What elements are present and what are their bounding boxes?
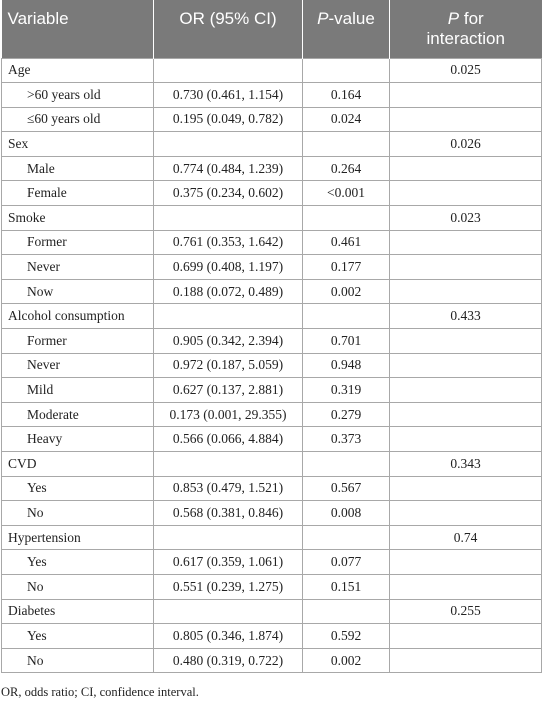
or-ci-cell: [154, 206, 303, 231]
p-interaction-cell: 0.74: [390, 525, 542, 550]
p-interaction-cell: 0.433: [390, 304, 542, 329]
p-interaction-cell: 0.023: [390, 206, 542, 231]
table-row: [2, 230, 542, 255]
p-value-cell: 0.077: [303, 550, 390, 575]
p-interaction-cell: [390, 648, 542, 673]
table-header: [2, 0, 542, 58]
variable-cell: Former: [2, 230, 154, 255]
table-row: [2, 83, 542, 108]
p-value-cell: [303, 599, 390, 624]
p-interaction-cell: [390, 550, 542, 575]
p-value-cell: 0.164: [303, 83, 390, 108]
or-ci-cell: [154, 132, 303, 157]
p-interaction-cell: [390, 624, 542, 649]
variable-cell: Male: [2, 156, 154, 181]
p-value-cell: 0.567: [303, 476, 390, 501]
p-value-cell: 0.002: [303, 648, 390, 673]
p-interaction-cell: [390, 255, 542, 280]
table-row: [2, 402, 542, 427]
or-ci-cell: 0.566 (0.066, 4.884): [154, 427, 303, 452]
variable-cell: ≤60 years old: [2, 107, 154, 132]
or-ci-cell: 0.699 (0.408, 1.197): [154, 255, 303, 280]
table-row: [2, 181, 542, 206]
p-interaction-cell: [390, 501, 542, 526]
p-interaction-cell: 0.343: [390, 452, 542, 477]
table-group-row: [2, 304, 542, 329]
table-row: [2, 378, 542, 403]
or-ci-cell: 0.568 (0.381, 0.846): [154, 501, 303, 526]
header-p-interaction-rest: for: [459, 9, 484, 28]
p-interaction-cell: [390, 476, 542, 501]
or-ci-cell: 0.853 (0.479, 1.521): [154, 476, 303, 501]
or-ci-cell: 0.805 (0.346, 1.874): [154, 624, 303, 649]
table-row: [2, 255, 542, 280]
or-ci-cell: 0.480 (0.319, 0.722): [154, 648, 303, 673]
or-ci-cell: 0.617 (0.359, 1.061): [154, 550, 303, 575]
p-value-cell: 0.008: [303, 501, 390, 526]
variable-cell: Former: [2, 329, 154, 354]
table-row: [2, 427, 542, 452]
table-row: [2, 353, 542, 378]
variable-cell: Never: [2, 353, 154, 378]
p-interaction-cell: [390, 83, 542, 108]
or-ci-cell: 0.551 (0.239, 1.275): [154, 574, 303, 599]
header-p-interaction: [390, 0, 542, 58]
header-p-value: [303, 0, 390, 58]
table-footnote: OR, odds ratio; CI, confidence interval.: [1, 685, 199, 699]
variable-cell: No: [2, 574, 154, 599]
p-value-cell: 0.319: [303, 378, 390, 403]
or-ci-cell: 0.188 (0.072, 0.489): [154, 279, 303, 304]
header-variable: Variable: [2, 0, 154, 58]
or-ci-cell: 0.730 (0.461, 1.154): [154, 83, 303, 108]
p-interaction-cell: [390, 353, 542, 378]
variable-cell: Mild: [2, 378, 154, 403]
or-ci-cell: [154, 599, 303, 624]
table-group-row: [2, 206, 542, 231]
table-row: [2, 476, 542, 501]
p-interaction-cell: [390, 156, 542, 181]
header-p-interaction-line2: interaction: [426, 29, 505, 48]
table-row: [2, 279, 542, 304]
p-interaction-cell: [390, 181, 542, 206]
p-value-cell: 0.264: [303, 156, 390, 181]
variable-cell: Alcohol consumption: [2, 304, 154, 329]
table-group-row: [2, 452, 542, 477]
variable-cell: Hypertension: [2, 525, 154, 550]
p-value-cell: 0.592: [303, 624, 390, 649]
p-interaction-cell: [390, 378, 542, 403]
variable-cell: Yes: [2, 550, 154, 575]
p-interaction-cell: [390, 230, 542, 255]
p-interaction-cell: [390, 107, 542, 132]
results-table: [1, 0, 542, 673]
p-interaction-cell: [390, 329, 542, 354]
or-ci-cell: 0.761 (0.353, 1.642): [154, 230, 303, 255]
header-p-value-rest: -value: [328, 9, 375, 28]
variable-cell: No: [2, 648, 154, 673]
variable-cell: Diabetes: [2, 599, 154, 624]
p-interaction-cell: 0.025: [390, 58, 542, 83]
p-value-cell: <0.001: [303, 181, 390, 206]
variable-cell: CVD: [2, 452, 154, 477]
header-p-value-italic: P: [317, 9, 329, 28]
or-ci-cell: [154, 304, 303, 329]
variable-cell: Moderate: [2, 402, 154, 427]
p-value-cell: 0.151: [303, 574, 390, 599]
p-interaction-cell: [390, 402, 542, 427]
variable-cell: >60 years old: [2, 83, 154, 108]
or-ci-cell: [154, 525, 303, 550]
table-row: [2, 329, 542, 354]
p-value-cell: 0.279: [303, 402, 390, 427]
variable-cell: Smoke: [2, 206, 154, 231]
or-ci-cell: 0.972 (0.187, 5.059): [154, 353, 303, 378]
variable-cell: Sex: [2, 132, 154, 157]
header-or-ci: OR (95% CI): [154, 0, 303, 58]
p-interaction-cell: [390, 574, 542, 599]
table-group-row: [2, 599, 542, 624]
table-row: [2, 156, 542, 181]
p-value-cell: [303, 304, 390, 329]
p-interaction-cell: 0.026: [390, 132, 542, 157]
p-interaction-cell: [390, 427, 542, 452]
or-ci-cell: 0.627 (0.137, 2.881): [154, 378, 303, 403]
p-interaction-cell: 0.255: [390, 599, 542, 624]
table-row: [2, 550, 542, 575]
p-interaction-cell: [390, 279, 542, 304]
table-row: [2, 501, 542, 526]
p-value-cell: 0.024: [303, 107, 390, 132]
p-value-cell: [303, 206, 390, 231]
p-value-cell: 0.373: [303, 427, 390, 452]
p-value-cell: 0.461: [303, 230, 390, 255]
table-group-row: [2, 525, 542, 550]
or-ci-cell: [154, 452, 303, 477]
or-ci-cell: 0.173 (0.001, 29.355): [154, 402, 303, 427]
or-ci-cell: 0.774 (0.484, 1.239): [154, 156, 303, 181]
variable-cell: Yes: [2, 476, 154, 501]
p-value-cell: [303, 132, 390, 157]
header-row: [2, 0, 542, 58]
or-ci-cell: 0.195 (0.049, 0.782): [154, 107, 303, 132]
p-value-cell: 0.177: [303, 255, 390, 280]
table-body: [2, 58, 542, 673]
variable-cell: No: [2, 501, 154, 526]
table-row: [2, 107, 542, 132]
p-value-cell: [303, 525, 390, 550]
table-group-row: [2, 132, 542, 157]
p-value-cell: [303, 58, 390, 83]
table-row: [2, 648, 542, 673]
p-value-cell: [303, 452, 390, 477]
or-ci-cell: 0.905 (0.342, 2.394): [154, 329, 303, 354]
variable-cell: Yes: [2, 624, 154, 649]
table-row: [2, 574, 542, 599]
or-ci-cell: [154, 58, 303, 83]
header-p-interaction-italic: P: [447, 9, 460, 28]
p-value-cell: 0.948: [303, 353, 390, 378]
variable-cell: Female: [2, 181, 154, 206]
variable-cell: Age: [2, 58, 154, 83]
variable-cell: Heavy: [2, 427, 154, 452]
table-group-row: [2, 58, 542, 83]
p-value-cell: 0.002: [303, 279, 390, 304]
table-row: [2, 624, 542, 649]
p-value-cell: 0.701: [303, 329, 390, 354]
variable-cell: Never: [2, 255, 154, 280]
or-ci-cell: 0.375 (0.234, 0.602): [154, 181, 303, 206]
variable-cell: Now: [2, 279, 154, 304]
